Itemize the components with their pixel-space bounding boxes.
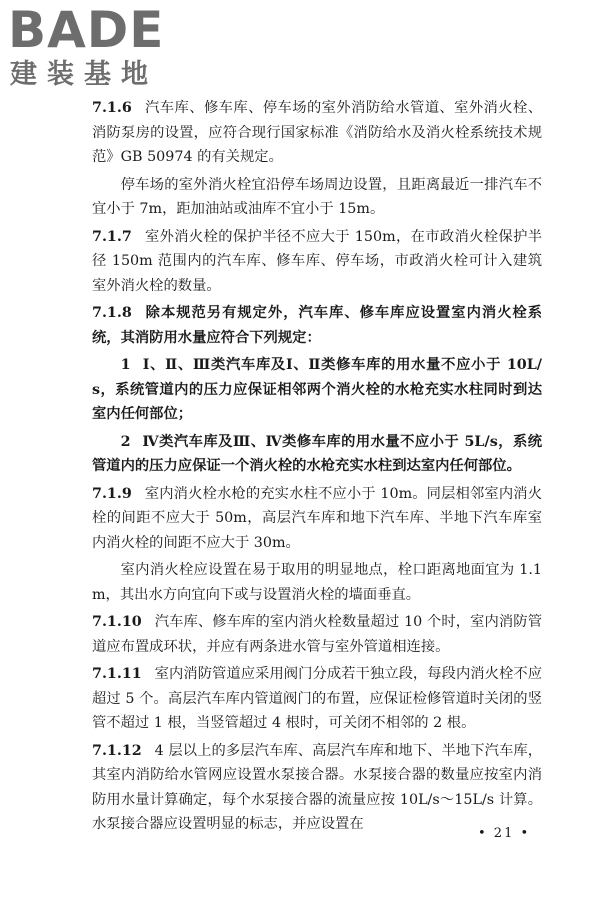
- bade-logo: [8, 1, 178, 94]
- clause-text: 室外消火栓的保护半径不应大于 150m，在市政消火栓保护半径 150m 范围内的汽车库、修车库、停车场，市政消火栓可计入建筑室外消火栓的数量。: [92, 228, 542, 294]
- clause-text: 4 层以上的多层汽车库、高层汽车库和地下、半地下汽车库，其室内消防给水管网应设置水泵接合器。水泵接合器的数量应按室内消防用水量计算确定，每个水泵接合器的流量应按 10L/s～15L/s 计算。水泵接合器应设置明显的标志，并应设置在: [92, 742, 542, 832]
- clause-7-1-7: [92, 225, 542, 299]
- item-number: 1: [120, 357, 131, 373]
- clause-7-1-11: [92, 662, 542, 736]
- clause-text: 除本规范另有规定外，汽车库、修车库应设置室内消火栓系统，其消防用水量应符合下列规定：: [92, 305, 542, 346]
- clause-text: 汽车库、修车库的室内消火栓数量超过 10 个时，室内消防管道应布置成环状，并应有两条进水管与室外管道相连接。: [92, 614, 542, 655]
- clause-number: 7.1.11: [92, 666, 142, 682]
- clause-number: 7.1.10: [92, 614, 142, 630]
- clause-number: 7.1.12: [92, 742, 142, 759]
- clause-number: 7.1.9: [92, 485, 132, 502]
- clause-text: 室内消防管道应采用阀门分成若干独立段，每段内消火栓不应超过 5 个。高层汽车库内管道阀门的布置，应保证检修管道时关闭的竖管不超过 1 根，当竖管超过 4 根时，可关闭不相邻的 2 根。: [92, 666, 542, 731]
- clause-text: 停车场的室外消火栓宜沿停车场周边设置，且距离最近一排汽车不宜小于 7m，距加油站或油库不宜小于 15m。: [92, 176, 542, 217]
- item-number: 2: [120, 433, 131, 450]
- clause-7-1-12: [92, 739, 542, 837]
- logo-subtitle: 建装基地: [10, 59, 158, 90]
- clause-7-1-8-item-1: [92, 353, 542, 427]
- clause-7-1-9-continuation: [92, 558, 542, 607]
- clause-number: 7.1.8: [92, 305, 132, 321]
- clause-text: 室内消火栓应设置在易于取用的明显地点，栓口距离地面宜为 1.1m，其出水方向宜向下或与设置消火栓的墙面垂直。: [92, 562, 542, 603]
- clause-7-1-6: [92, 96, 542, 170]
- logo-brand: BADE: [8, 1, 165, 59]
- item-text: Ⅰ、Ⅱ、Ⅲ类汽车库及Ⅰ、Ⅱ类修车库的用水量不应小于 10L/s，系统管道内的压力应保证相邻两个消火栓的水枪充实水柱同时到达室内任何部位；: [92, 357, 542, 422]
- item-text: Ⅳ类汽车库及Ⅲ、Ⅳ类修车库的用水量不应小于 5L/s，系统管道内的压力应保证一个消火栓的水枪充实水柱到达室内任何部位。: [92, 433, 542, 474]
- document-body: [92, 96, 542, 840]
- clause-7-1-6-continuation: [92, 173, 542, 222]
- page-number: • 21 •: [478, 826, 531, 841]
- clause-number: 7.1.6: [92, 100, 132, 116]
- clause-text: 室内消火栓水枪的充实水柱不应小于 10m。同层相邻室内消火栓的间距不应大于 50m，高层汽车库和地下汽车库、半地下汽车库室内消火栓的间距不应大于 30m。: [92, 485, 542, 551]
- clause-7-1-10: [92, 610, 542, 659]
- clause-7-1-8: [92, 301, 542, 350]
- clause-number: 7.1.7: [92, 228, 132, 245]
- clause-7-1-8-item-2: [92, 430, 542, 479]
- clause-7-1-9: [92, 482, 542, 556]
- clause-text: 汽车库、修车库、停车场的室外消防给水管道、室外消火栓、消防泵房的设置，应符合现行国家标准《消防给水及消火栓系统技术规范》GB 50974 的有关规定。: [92, 100, 542, 165]
